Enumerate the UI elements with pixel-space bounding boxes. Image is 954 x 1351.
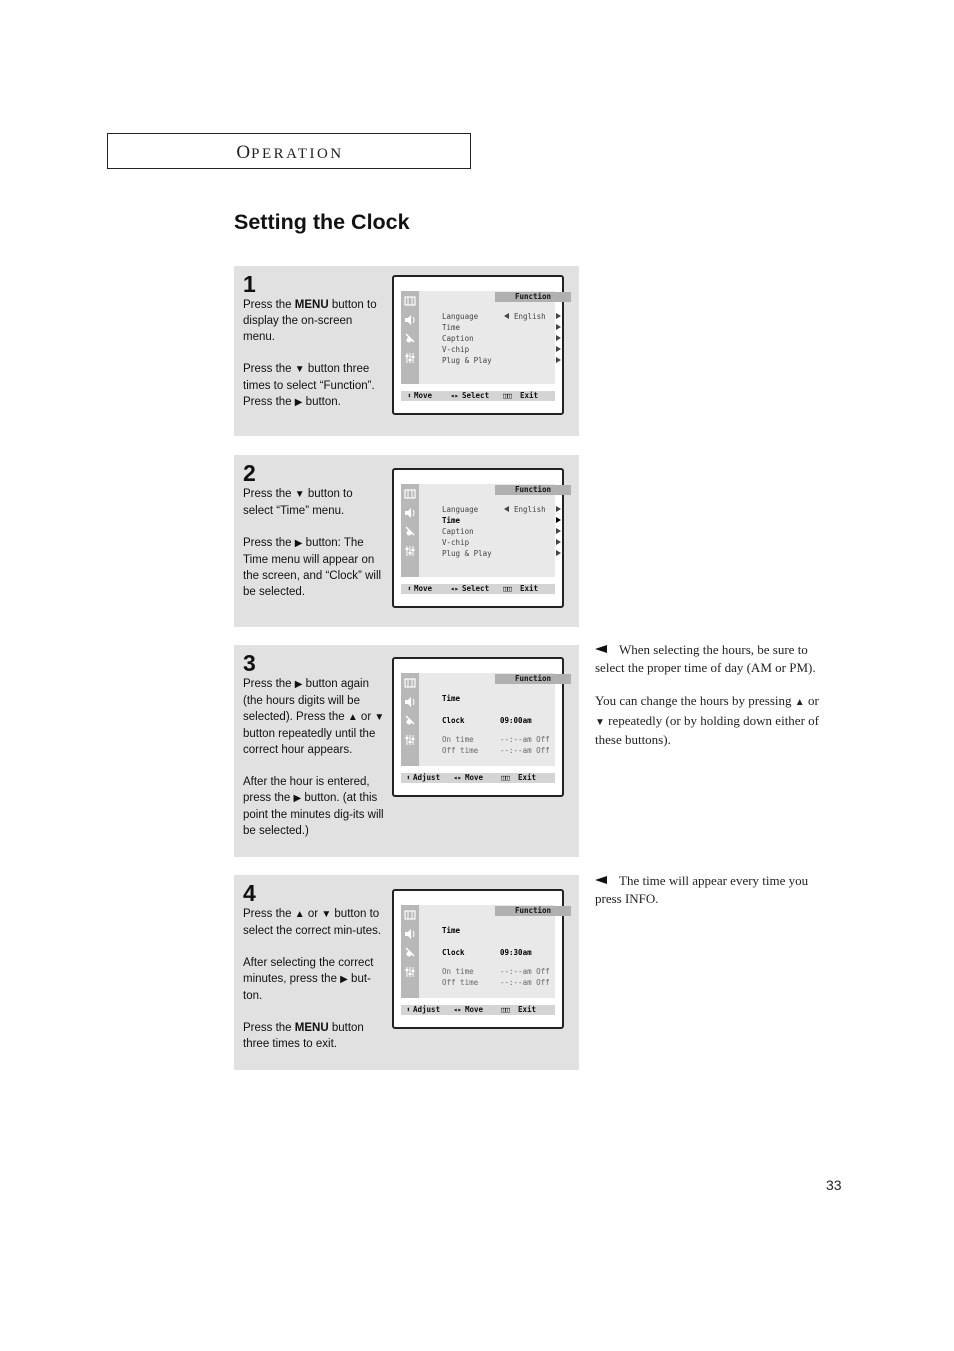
- right-arrow-icon: ▶: [340, 974, 348, 985]
- menu-item-on-time: On time --:--am Off: [442, 967, 550, 976]
- left-right-icon: ◂▸: [450, 391, 460, 400]
- step-paragraph: Press the ▶ button again (the hours digits will be selected). Press the ▲ or ▼ button repeatedly until the correct hour appears.: [243, 678, 385, 756]
- step-paragraph: After the hour is entered, press the ▶ button. (at this point the minutes dig-its will be selected.): [243, 776, 384, 837]
- channel-icon: [404, 714, 416, 726]
- menu-icon-bar: [401, 291, 419, 384]
- side-note-hours: [595, 641, 821, 765]
- picture-icon: [404, 295, 416, 307]
- menu-title-time: Time: [442, 694, 461, 703]
- step-paragraph: Press the MENU button to display the on-screen menu.: [243, 299, 377, 343]
- menu-item-vchip: V-chip: [442, 344, 564, 355]
- menu-footer: ⬍ Adjust ◂▸ Move ◫◫ Exit: [401, 773, 555, 783]
- step-2-panel: [234, 455, 579, 627]
- up-arrow-icon: ▲: [794, 697, 805, 708]
- tv-menu-screen: [392, 275, 564, 415]
- down-arrow-icon: ▼: [294, 489, 305, 500]
- menu-footer: ⬍ Move ◂▸ Select ◫◫ Exit: [401, 391, 555, 401]
- up-down-icon: ⬍: [407, 391, 412, 400]
- right-arrow-icon: [556, 506, 561, 512]
- setup-icon: [404, 966, 416, 978]
- step-number: 2: [243, 460, 256, 486]
- menu-panel: [419, 905, 555, 998]
- step-number: 4: [243, 880, 256, 906]
- tv-menu-screen: [392, 657, 564, 797]
- left-right-icon: ◂▸: [453, 1005, 463, 1014]
- picture-icon: [404, 909, 416, 921]
- right-arrow-icon: [556, 346, 561, 352]
- step-instructions: [243, 906, 385, 1052]
- tv-menu-screen: [392, 468, 564, 608]
- menu-item-caption: Caption: [442, 333, 564, 344]
- right-arrow-icon: [556, 517, 561, 523]
- step-4-panel: [234, 875, 579, 1070]
- right-arrow-icon: ▶: [294, 397, 303, 408]
- menu-footer: ⬍ Adjust ◂▸ Move ◫◫ Exit: [401, 1005, 555, 1015]
- up-down-icon: ⬍: [406, 773, 411, 782]
- step-paragraph: Press the MENU button three times to exit.: [243, 1022, 364, 1050]
- step-instructions: [243, 297, 385, 411]
- step-3-panel: [234, 645, 579, 857]
- right-arrow-icon: [556, 335, 561, 341]
- step-paragraph: Press the ▼ button to select “Time” menu.: [243, 488, 353, 517]
- channel-icon: [404, 525, 416, 537]
- right-arrow-icon: [556, 313, 561, 319]
- menu-header: Function: [495, 292, 571, 302]
- note-paragraph: The time will appear every time you press INFO.: [595, 873, 809, 906]
- menu-panel: [419, 673, 555, 766]
- menu-item-plug-and-play: Plug & Play: [442, 355, 564, 366]
- setup-icon: [404, 352, 416, 364]
- menu-item-caption: Caption: [442, 526, 564, 537]
- left-right-icon: ◂▸: [453, 773, 463, 782]
- step-paragraph: Press the ▲ or ▼ button to select the correct min-utes.: [243, 908, 382, 937]
- menu-icon-bar: [401, 905, 419, 998]
- page-title: Setting the Clock: [234, 210, 410, 234]
- menu-button-icon: ◫◫: [501, 1005, 511, 1014]
- channel-icon: [404, 332, 416, 344]
- menu-button-icon: ◫◫: [501, 773, 511, 782]
- section-label: OPERATION: [236, 142, 344, 163]
- sound-icon: [404, 507, 416, 519]
- menu-item-off-time: Off time --:--am Off: [442, 978, 550, 987]
- down-arrow-icon: ▼: [374, 712, 385, 723]
- right-arrow-icon: [556, 528, 561, 534]
- up-down-icon: ⬍: [407, 584, 412, 593]
- down-arrow-icon: ▼: [294, 364, 305, 375]
- sound-icon: [404, 696, 416, 708]
- menu-item-language: Language English: [442, 504, 564, 515]
- step-paragraph: After selecting the correct minutes, press the ▶ but-ton.: [243, 957, 374, 1002]
- note-paragraph: When selecting the hours, be sure to select the proper time of day (AM or PM).: [595, 642, 816, 675]
- menu-panel: [419, 484, 555, 577]
- tv-menu-screen: [392, 889, 564, 1029]
- menu-item-language: Language English: [442, 311, 564, 322]
- picture-icon: [404, 677, 416, 689]
- menu-header: Function: [495, 674, 571, 684]
- menu-item-time: Time: [442, 515, 564, 526]
- section-header-box: [107, 133, 471, 169]
- sound-icon: [404, 928, 416, 940]
- sound-icon: [404, 314, 416, 326]
- menu-item-clock: Clock 09:00am: [442, 716, 532, 725]
- note-pointer-icon: [595, 876, 607, 884]
- menu-item-clock: Clock 09:30am: [442, 948, 532, 957]
- down-arrow-icon: ▼: [321, 909, 332, 920]
- picture-icon: [404, 488, 416, 500]
- setup-icon: [404, 545, 416, 557]
- page-number: 33: [826, 1177, 842, 1193]
- left-arrow-icon: [504, 313, 509, 319]
- menu-footer: ⬍ Move ◂▸ Select ◫◫ Exit: [401, 584, 555, 594]
- step-number: 3: [243, 650, 256, 676]
- menu-item-time: Time: [442, 322, 564, 333]
- right-arrow-icon: [556, 539, 561, 545]
- step-paragraph: Press the ▶ button: The Time menu will appear on the screen, and “Clock” will be selected.: [243, 537, 382, 598]
- note-pointer-icon: [595, 645, 607, 653]
- right-arrow-icon: ▶: [293, 793, 302, 804]
- menu-icon-bar: [401, 673, 419, 766]
- menu-header: Function: [495, 485, 571, 495]
- right-arrow-icon: ▶: [294, 679, 303, 690]
- up-arrow-icon: ▲: [294, 909, 305, 920]
- menu-item-vchip: V-chip: [442, 537, 564, 548]
- menu-icon-bar: [401, 484, 419, 577]
- channel-icon: [404, 946, 416, 958]
- right-arrow-icon: ▶: [294, 538, 303, 549]
- menu-panel: [419, 291, 555, 384]
- step-paragraph: Press the ▼ button three times to select “Function”. Press the ▶ button.: [243, 363, 375, 408]
- right-arrow-icon: [556, 550, 561, 556]
- menu-item-off-time: Off time --:--am Off: [442, 746, 550, 755]
- step-instructions: [243, 676, 385, 839]
- step-instructions: [243, 486, 385, 600]
- menu-header: Function: [495, 906, 571, 916]
- menu-title-time: Time: [442, 926, 461, 935]
- up-arrow-icon: ▲: [347, 712, 358, 723]
- menu-button-icon: ◫◫: [503, 584, 513, 593]
- step-number: 1: [243, 271, 256, 297]
- right-arrow-icon: [556, 357, 561, 363]
- step-1-panel: [234, 266, 579, 436]
- menu-button-icon: ◫◫: [503, 391, 513, 400]
- down-arrow-icon: ▼: [595, 716, 605, 728]
- left-arrow-icon: [504, 506, 509, 512]
- up-down-icon: ⬍: [406, 1005, 411, 1014]
- left-right-icon: ◂▸: [450, 584, 460, 593]
- right-arrow-icon: [556, 324, 561, 330]
- menu-item-plug-and-play: Plug & Play: [442, 548, 564, 559]
- setup-icon: [404, 734, 416, 746]
- side-note-info: [595, 872, 821, 923]
- note-paragraph: You can change the hours by pressing ▲ or ▼ repeatedly (or by holding down either of these buttons).: [595, 693, 819, 747]
- menu-item-on-time: On time --:--am Off: [442, 735, 550, 744]
